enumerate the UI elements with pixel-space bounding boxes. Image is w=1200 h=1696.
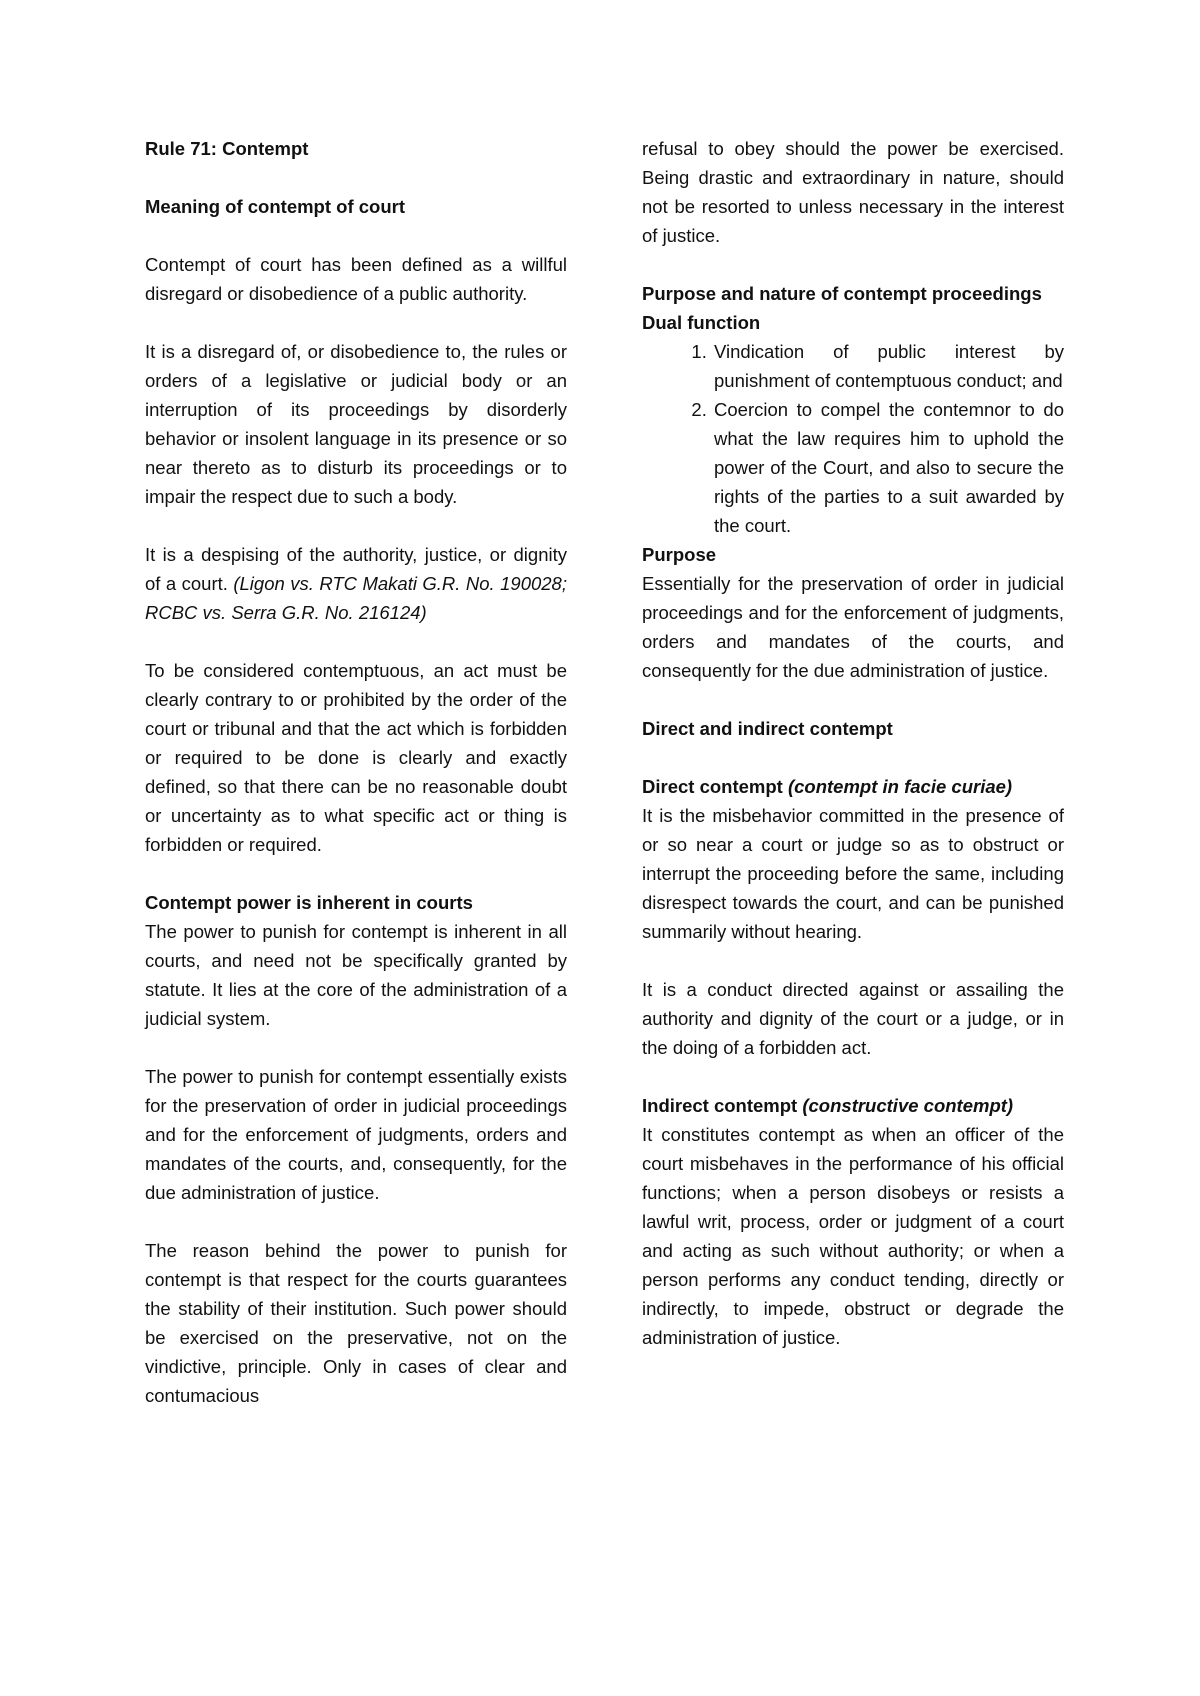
- indirect-contempt-subtitle: (constructive contempt): [802, 1095, 1014, 1116]
- inherent-paragraph-1: The power to punish for contempt is inherent in all courts, and need not be specifically granted by statute. It lies at the core of the administration of a judicial system.: [145, 921, 567, 1029]
- document-title: Rule 71: Contempt: [145, 138, 309, 159]
- meaning-paragraph-2: It is a disregard of, or disobedience to, the rules or orders of a legislative or judicial body or an interruption of its proceedings by disorderly behavior or insolent language in its presence or so near thereto as to disturb its proceedings or to impair the respect due to such a body.: [145, 341, 567, 507]
- direct-paragraph-1: It is the misbehavior committed in the presence of or so near a court or judge so as to obstruct or interrupt the proceeding before the same, including disrespect towards the court, and can be punished summarily without hearing.: [642, 805, 1064, 942]
- right-column: [642, 134, 1064, 1352]
- direct-contempt-heading-text: Direct contempt: [642, 776, 788, 797]
- inherent-paragraph-2: The power to punish for contempt essentially exists for the preservation of order in judicial proceedings and for the enforcement of judgments, orders and mandates of the courts, and, consequently, for the due administration of justice.: [145, 1066, 567, 1203]
- direct-contempt-heading: [642, 772, 1064, 801]
- inherent-power-heading: Contempt power is inherent in courts: [145, 892, 473, 913]
- meaning-paragraph-3: [145, 540, 567, 627]
- indirect-paragraph: It constitutes contempt as when an officer of the court misbehaves in the performance of his official functions; when a person disobeys or resists a lawful writ, process, order or judgment of a court and acting as such without authority; or when a person performs any conduct tending, directly or indirectly, to impede, obstruct or degrade the administration of justice.: [642, 1124, 1064, 1348]
- indirect-contempt-heading-text: Indirect contempt: [642, 1095, 803, 1116]
- direct-paragraph-2: It is a conduct directed against or assailing the authority and dignity of the court or a judge, or in the doing of a forbidden act.: [642, 979, 1064, 1058]
- case-citation: (Ligon vs. RTC Makati G.R. No. 190028; RCBC vs. Serra G.R. No. 216124): [145, 573, 567, 623]
- meaning-paragraph-3-text: It is a despising of the authority, justice, or dignity of a court.: [145, 544, 567, 594]
- purpose-paragraph: Essentially for the preservation of order in judicial proceedings and for the enforcement of judgments, orders and mandates of the courts, and consequently for the due administration of justice.: [642, 573, 1064, 681]
- dual-function-heading: Dual function: [642, 312, 761, 333]
- list-item: 1. Vindication of public interest by punishment of contemptuous conduct; and: [712, 337, 1064, 395]
- meaning-paragraph-4: To be considered contemptuous, an act must be clearly contrary to or prohibited by the order of the court or tribunal and that the act which is forbidden or required to be done is clearly and exactly defined, so that there can be no reasonable doubt or uncertainty as to what specific act or thing is forbidden or required.: [145, 660, 567, 855]
- left-column: [145, 134, 567, 1410]
- meaning-heading: Meaning of contempt of court: [145, 196, 406, 217]
- indirect-contempt-heading: [642, 1091, 1064, 1120]
- direct-indirect-heading: Direct and indirect contempt: [642, 718, 893, 739]
- direct-contempt-latin: (contempt in facie curiae): [787, 776, 1013, 797]
- continued-paragraph: refusal to obey should the power be exercised. Being drastic and extraordinary in nature, should not be resorted to unless necessary in the interest of justice.: [642, 138, 1064, 246]
- dual-function-list: [642, 337, 1064, 540]
- purpose-nature-heading: Purpose and nature of contempt proceedings: [642, 283, 1042, 304]
- purpose-heading: Purpose: [642, 544, 717, 565]
- inherent-paragraph-3: The reason behind the power to punish for contempt is that respect for the courts guarantees the stability of their institution. Such power should be exercised on the preservative, not on the vindictive, principle. Only in cases of clear and contumacious: [145, 1240, 567, 1406]
- list-item: 2. Coercion to compel the contemnor to do what the law requires him to uphold the power of the Court, and also to secure the rights of the parties to a suit awarded by the court.: [712, 395, 1064, 540]
- meaning-paragraph-1: Contempt of court has been defined as a willful disregard or disobedience of a public authority.: [145, 254, 567, 304]
